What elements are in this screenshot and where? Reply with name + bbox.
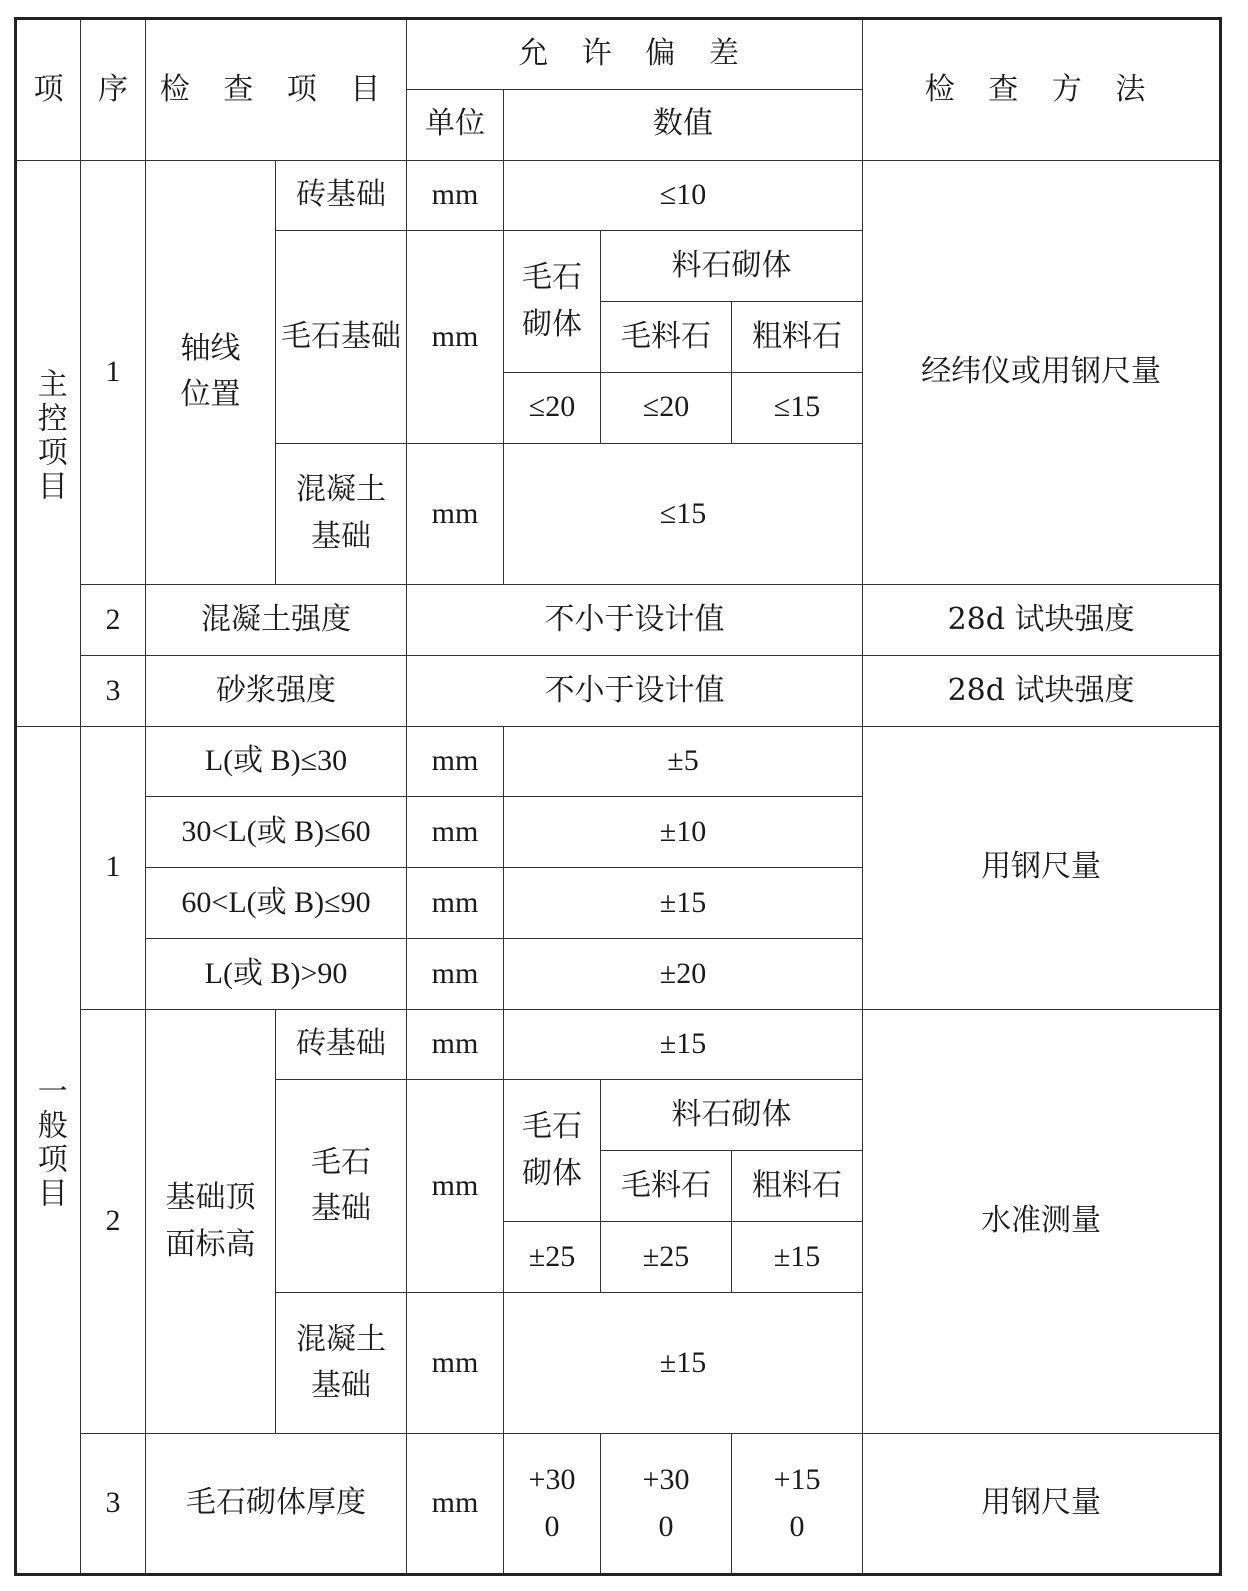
category-general: 一般项目 xyxy=(16,726,81,1574)
item-dimension: L(或 B)>90 xyxy=(146,938,407,1009)
method-cell: 经纬仪或用钢尺量 xyxy=(863,160,1221,585)
item-axis-position: 轴线位置 xyxy=(146,160,276,585)
unit-cell: mm xyxy=(407,231,504,443)
item-dimension: 30<L(或 B)≤60 xyxy=(146,797,407,868)
method-cell: 28d 试块强度 xyxy=(863,655,1221,726)
subhead-rubble-masonry: 毛石砌体 xyxy=(504,231,601,373)
method-cell: 用钢尺量 xyxy=(863,726,1221,1009)
value-upper: +30 xyxy=(642,1463,690,1497)
item-mortar-strength: 砂浆强度 xyxy=(146,655,407,726)
table-row xyxy=(16,726,1221,797)
value-cell xyxy=(504,1434,601,1575)
value-cell: ±15 xyxy=(504,1009,863,1080)
value-cell: ±5 xyxy=(504,726,863,797)
header-value: 数值 xyxy=(504,89,863,160)
subhead-rubble-masonry: 毛石砌体 xyxy=(504,1080,601,1222)
value-cell: ±25 xyxy=(601,1222,732,1293)
value-cell: ±15 xyxy=(732,1222,863,1293)
value-upper: +15 xyxy=(773,1463,821,1497)
header-tolerance: 允 许 偏 差 xyxy=(407,19,863,90)
subhead-rough-ashlar: 毛料石 xyxy=(601,302,732,373)
value-lower: 0 xyxy=(789,1509,805,1543)
seq-cell: 1 xyxy=(81,726,146,1009)
value-lower: 0 xyxy=(658,1509,674,1543)
value-cell xyxy=(601,1434,732,1575)
value-cell: ±25 xyxy=(504,1222,601,1293)
value-cell: ≤15 xyxy=(732,372,863,443)
value-cell: ≤20 xyxy=(504,372,601,443)
subhead-coarse-ashlar: 粗料石 xyxy=(732,1151,863,1222)
header-category: 项 xyxy=(16,19,81,161)
value-cell: ±15 xyxy=(504,868,863,939)
subitem-concrete-foundation: 混凝土基础 xyxy=(276,443,407,585)
subitem-concrete-foundation: 混凝土基础 xyxy=(276,1292,407,1434)
value-upper: +30 xyxy=(528,1463,576,1497)
category-main-control: 主控项目 xyxy=(16,160,81,726)
subitem-rubble-foundation: 毛石基础 xyxy=(276,231,407,443)
table-row xyxy=(16,585,1221,656)
header-method: 检 查 方 法 xyxy=(863,19,1221,161)
subitem-rubble-foundation: 毛石基础 xyxy=(276,1080,407,1292)
item-dimension: L(或 B)≤30 xyxy=(146,726,407,797)
tolerance-cell: 不小于设计值 xyxy=(407,655,863,726)
value-cell: ≤10 xyxy=(504,160,863,231)
subhead-rough-ashlar: 毛料石 xyxy=(601,1151,732,1222)
header-unit: 单位 xyxy=(407,89,504,160)
header-item: 检 查 项 目 xyxy=(146,19,407,161)
seq-cell: 3 xyxy=(81,1434,146,1575)
unit-cell: mm xyxy=(407,1080,504,1292)
unit-cell: mm xyxy=(407,443,504,585)
header-seq: 序 xyxy=(81,19,146,161)
value-cell: ±15 xyxy=(504,1292,863,1434)
value-cell: ±10 xyxy=(504,797,863,868)
unit-cell: mm xyxy=(407,160,504,231)
item-dimension: 60<L(或 B)≤90 xyxy=(146,868,407,939)
tolerance-cell: 不小于设计值 xyxy=(407,585,863,656)
inspection-table xyxy=(14,17,1222,1576)
method-cell: 28d 试块强度 xyxy=(863,585,1221,656)
method-cell: 水准测量 xyxy=(863,1009,1221,1434)
method-cell: 用钢尺量 xyxy=(863,1434,1221,1575)
item-concrete-strength: 混凝土强度 xyxy=(146,585,407,656)
table-row xyxy=(16,1434,1221,1575)
value-cell: ≤15 xyxy=(504,443,863,585)
table-row xyxy=(16,655,1221,726)
table-row xyxy=(16,160,1221,231)
item-top-elevation: 基础顶面标高 xyxy=(146,1009,276,1434)
seq-cell: 2 xyxy=(81,1009,146,1434)
value-cell xyxy=(732,1434,863,1575)
value-lower: 0 xyxy=(544,1509,560,1543)
item-rubble-thickness: 毛石砌体厚度 xyxy=(146,1434,407,1575)
unit-cell: mm xyxy=(407,726,504,797)
unit-cell: mm xyxy=(407,938,504,1009)
unit-cell: mm xyxy=(407,1009,504,1080)
seq-cell: 3 xyxy=(81,655,146,726)
unit-cell: mm xyxy=(407,1292,504,1434)
seq-cell: 1 xyxy=(81,160,146,585)
header-row xyxy=(16,19,1221,90)
value-cell: ±20 xyxy=(504,938,863,1009)
unit-cell: mm xyxy=(407,797,504,868)
value-cell: ≤20 xyxy=(601,372,732,443)
subhead-ashlar-masonry: 料石砌体 xyxy=(601,1080,863,1151)
subitem-brick-foundation: 砖基础 xyxy=(276,1009,407,1080)
unit-cell: mm xyxy=(407,1434,504,1575)
table-row xyxy=(16,1009,1221,1080)
seq-cell: 2 xyxy=(81,585,146,656)
unit-cell: mm xyxy=(407,868,504,939)
subitem-brick-foundation: 砖基础 xyxy=(276,160,407,231)
subhead-coarse-ashlar: 粗料石 xyxy=(732,302,863,373)
subhead-ashlar-masonry: 料石砌体 xyxy=(601,231,863,302)
